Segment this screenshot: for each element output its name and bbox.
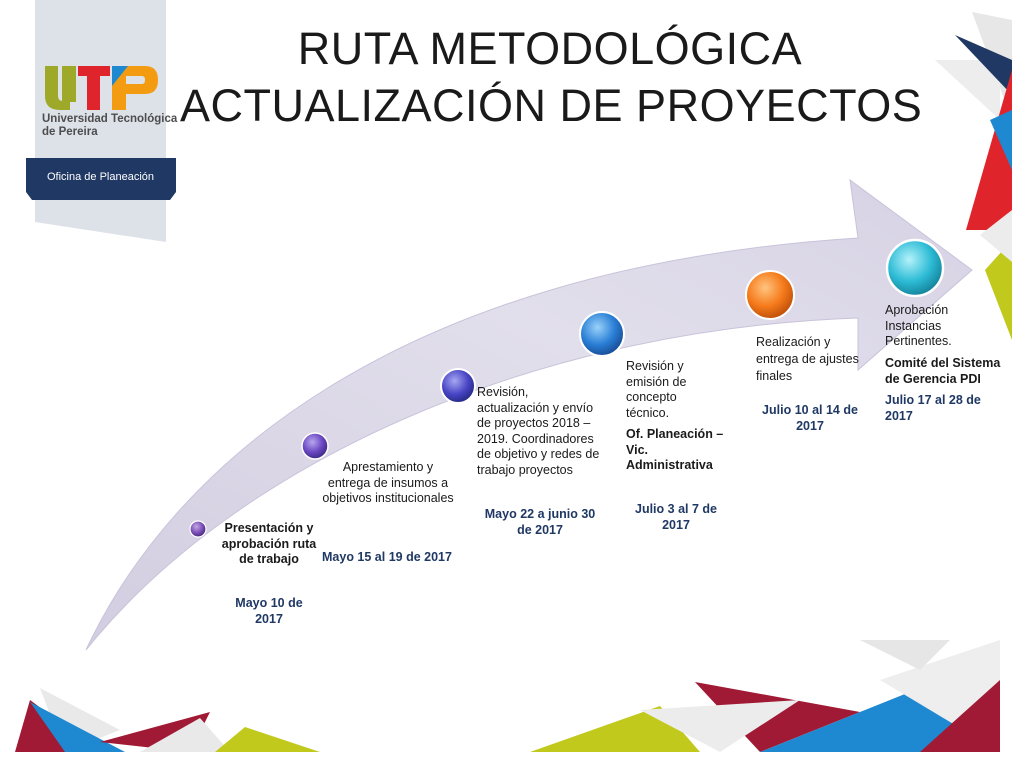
logo-line-2: de Pereira <box>42 126 98 138</box>
bottom-right-decoration <box>530 640 1000 752</box>
node-1 <box>190 521 206 537</box>
step-6-responsible: Comité del Sistema de Gerencia PDI <box>885 356 1001 386</box>
step-5-description: Realización y entrega de ajustes finales <box>756 335 859 383</box>
title-line-2: ACTUALIZACIÓN DE PROYECTOS <box>180 80 923 131</box>
office-label: Oficina de Planeación <box>46 171 154 183</box>
step-1-description: Presentación y aprobación ruta de trabajo <box>221 521 317 566</box>
bottom-left-decoration <box>15 688 320 752</box>
step-1-date: Mayo 10 de 2017 <box>235 596 303 626</box>
step-5-date: Julio 10 al 14 de 2017 <box>762 403 858 433</box>
step-4-responsible: Of. Planeación – Vic. Administrativa <box>626 427 724 472</box>
step-4-date: Julio 3 al 7 de 2017 <box>635 502 717 532</box>
logo-text <box>42 113 177 139</box>
step-3-date: Mayo 22 a junio 30 de 2017 <box>484 507 596 537</box>
node-2 <box>302 433 328 459</box>
step-2-date: Mayo 15 al 19 de 2017 <box>322 550 452 564</box>
title-line-1: RUTA METODOLÓGICA <box>297 23 803 74</box>
node-6 <box>887 240 943 296</box>
step-6-description: Aprobación Instancias Pertinentes. <box>885 303 952 348</box>
step-6-date: Julio 17 al 28 de 2017 <box>885 393 981 423</box>
step-3-description: Revisión, actualización y envío de proyectos 2018 – 2019. Coordinadores de objetivo y redes de trabajo proyectos <box>477 385 600 477</box>
page-title <box>180 20 923 134</box>
step-2-description: Aprestamiento y entrega de insumos a objetivos institucionales <box>322 460 454 505</box>
step-4-description: Revisión y emisión de concepto técnico. <box>626 359 687 420</box>
node-4 <box>580 312 624 356</box>
logo-line-1: Universidad Tecnológica <box>42 113 178 125</box>
node-5 <box>746 271 794 319</box>
node-3 <box>441 369 475 403</box>
